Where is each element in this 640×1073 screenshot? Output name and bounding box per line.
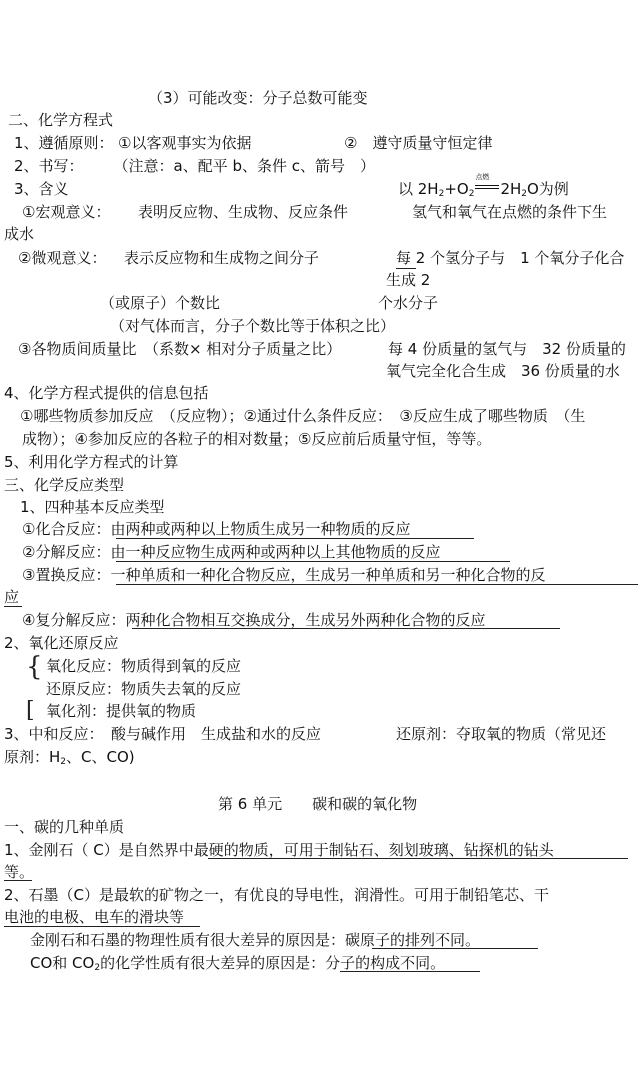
basic-types-title: 1、四种基本反应类型 — [20, 498, 165, 516]
micro-example: 每 2 个氢分子与 1 个氧分子化合 — [396, 249, 625, 267]
gas-note: （对气体而言，分子个数比等于体积之比） — [110, 317, 396, 335]
change-3: （3）可能改变：分子总数可能变 — [148, 89, 368, 107]
micro-example-cont: 生成 2 — [386, 271, 431, 289]
underline — [340, 971, 480, 972]
underline — [116, 538, 474, 539]
mass-ratio: ③各物质间质量比 （系数× 相对分子质量之比） — [18, 340, 342, 358]
redox-title: 2、氧化还原反应 — [4, 634, 119, 652]
calc-title: 5、利用化学方程式的计算 — [4, 453, 179, 471]
info-line-1: ①哪些物质参加反应 （反应物）；②通过什么条件反应： ③反应生成了哪些物质 （生 — [20, 407, 586, 425]
macro-text: 表明反应物、生成物、反应条件 — [138, 203, 349, 221]
underline — [208, 858, 628, 859]
principle-label: 1、遵循原则： — [14, 134, 114, 152]
underline — [4, 926, 200, 927]
underline — [4, 880, 32, 881]
reductant: 还原剂：夺取氧的物质（常见还 — [396, 725, 607, 743]
oxidation: 氧化反应：物质得到氧的反应 — [46, 657, 242, 675]
info-title: 4、化学方程式提供的信息包括 — [4, 384, 209, 402]
underline — [116, 561, 510, 562]
underline — [372, 948, 538, 949]
example-equation: 以 $2H_2+O_2$ 点燃 $2H_2O$为例 — [398, 173, 569, 199]
carbon-elements-title: 一、碳的几种单质 — [4, 818, 125, 836]
info-line-2: 成物）；④参加反应的各粒子的相对数量；⑤反应前后质量守恒，等等。 — [22, 430, 492, 448]
oxidant: 氧化剂：提供氧的物质 — [46, 702, 197, 720]
diamond-cont: 等。 — [4, 863, 35, 881]
principle-a: ①以客观事实为依据 — [118, 134, 252, 152]
writing-rules: 2、书写： （注意：a、配平 b、条件 c、箭号 ） — [14, 157, 376, 175]
meaning-label: 3、含义 — [14, 180, 69, 198]
type-decomposition: ②分解反应：由一种反应物生成两种或两种以上其他物质的反应 — [22, 543, 441, 561]
type-displacement-cont: 应 — [4, 588, 20, 606]
physical-difference: 金刚石和石墨的物理性质有很大差异的原因是：碳原子的排列不同。 — [30, 931, 481, 949]
reduction: 还原反应：物质失去氧的反应 — [46, 680, 242, 698]
brace: { — [26, 652, 43, 682]
brace: [ — [26, 698, 35, 723]
graphite: 2、石墨（C）是最软的矿物之一，有优良的导电性，润滑性。可用于制铅笔芯、干 — [4, 886, 550, 904]
condition-label: 点燃 — [475, 173, 490, 181]
underline — [4, 606, 22, 607]
mass-example-cont: 氧气完全化合生成 36 份质量的水 — [386, 362, 620, 380]
underline — [116, 584, 638, 585]
type-displacement: ③置换反应：一种单质和一种化合物反应，生成另一种单质和另一种化合物的反 — [22, 566, 546, 584]
reductant-cont: 原剂：$H_2$、C、CO) — [4, 748, 135, 767]
neutralization: 3、中和反应： 酸与碱作用 生成盐和水的反应 — [4, 725, 322, 743]
graphite-cont: 电池的电极、电车的滑块等 — [4, 908, 185, 926]
underline — [396, 268, 416, 269]
reaction-types-title: 三、化学反应类型 — [4, 476, 125, 494]
macro-example: 氢气和氧气在点燃的条件下生 — [412, 203, 608, 221]
type-combination: ①化合反应：由两种或两种以上物质生成另一种物质的反应 — [22, 520, 411, 538]
micro-label: ②微观意义： — [18, 249, 107, 267]
macro-label: ①宏观意义： — [22, 203, 111, 221]
micro-example-end: 个水分子 — [378, 294, 439, 312]
type-double-displacement: ④复分解反应：两种化合物相互交换成分，生成另外两种化合物的反应 — [22, 611, 486, 629]
micro-text-cont: （或原子）个数比 — [100, 294, 221, 312]
mass-example: 每 4 份质量的氢气与 32 份质量的 — [388, 340, 626, 358]
chapter-title: 第 6 单元 碳和碳的氧化物 — [218, 795, 418, 813]
micro-text: 表示反应物和生成物之间分子 — [124, 249, 320, 267]
section-title-equations: 二、化学方程式 — [8, 111, 114, 129]
principle-b: ② 遵守质量守恒定律 — [344, 134, 493, 152]
macro-example-cont: 成水 — [4, 225, 35, 243]
diamond: 1、金刚石（ C）是自然界中最硬的物质，可用于制钻石、刻划玻璃、钻探机的钻头 — [4, 841, 554, 859]
underline — [132, 628, 560, 629]
chemical-difference: CO和 $CO_2$的化学性质有很大差异的原因是：分子的构成不同。 — [30, 954, 446, 973]
